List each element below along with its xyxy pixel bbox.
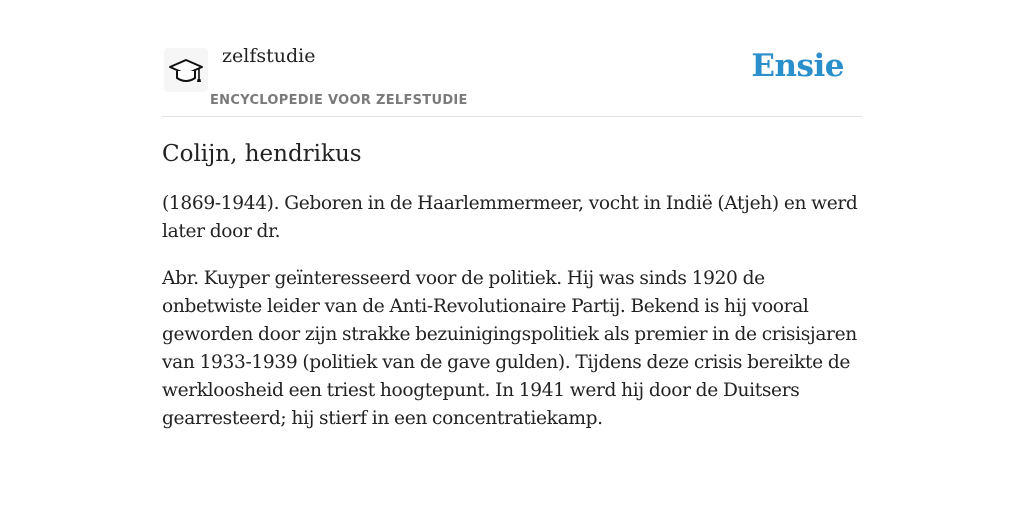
graduation-cap-icon[interactable] — [164, 48, 208, 92]
site-header — [162, 0, 862, 117]
site-tagline: ENCYCLOPEDIE VOOR ZELFSTUDIE — [210, 93, 468, 108]
article-paragraph: (1869-1944). Geboren in de Haarlemmermeer, vocht in Indië (Atjeh) en werd later door dr. — [162, 193, 858, 242]
article-title: Colijn, hendrikus — [162, 141, 362, 167]
site-name[interactable]: zelfstudie — [222, 45, 316, 67]
article-paragraph: Abr. Kuyper geïnteresseerd voor de politiek. Hij was sinds 1920 de onbetwiste leider van de Anti-Revolutionaire Partij. Bekend is hij vooral geworden door zijn strakke bezuinigingspolitiek als premier in de crisisjaren van 1933-1939 (politiek van de gave gulden). Tijdens deze crisis bereikte de werkloosheid een triest hoogtepunt. In 1941 werd hij door de Duitsers gearresteerd; hij stierf in een concentratiekamp. — [162, 268, 857, 429]
article — [162, 138, 864, 452]
brand-logo[interactable]: Ensie — [751, 48, 844, 84]
